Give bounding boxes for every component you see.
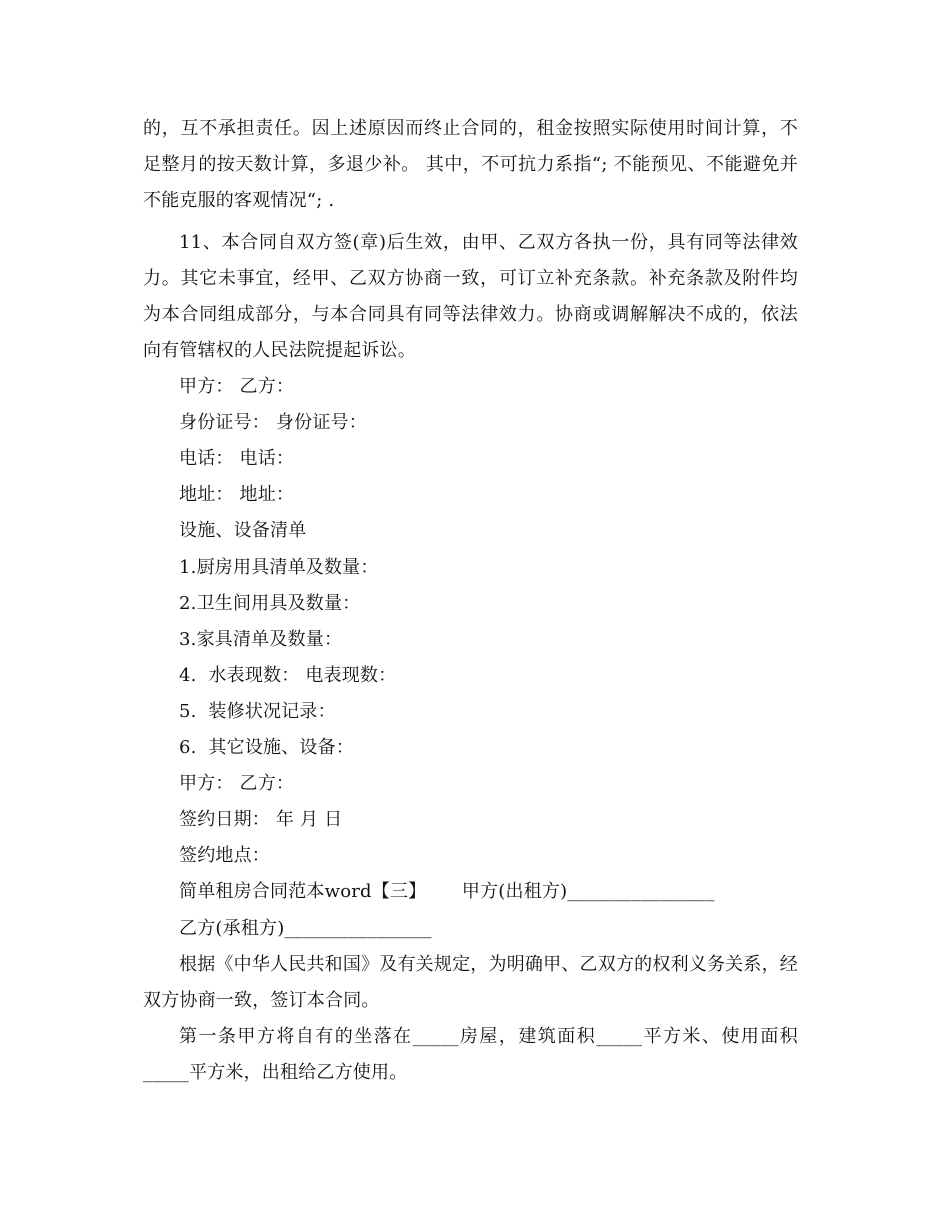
template-three-title-line: 简单租房合同范本word【三】 甲方(出租方)________________ xyxy=(179,881,715,902)
party-signature-line: 甲方： 乙方： xyxy=(179,376,295,397)
list-item-furniture: 3.家具清单及数量： xyxy=(179,629,343,650)
paragraph-force-majeure: 的，互不承担责任。因上述原因而终止合同的，租金按照实际使用时间计算，不足整月的按天数计算，多退少补。 其中，不可抗力系指“; 不能预见、不能避免并不能克服的客观情况“; . xyxy=(143,118,798,211)
signing-place-line: 签约地点： xyxy=(179,845,270,866)
paragraph-clause-11: 11、本合同自双方签(章)后生效，由甲、乙双方各执一份，具有同等法律效力。其它未事宜，经甲、乙双方协商一致，可订立补充条款。补充条款及附件均为本合同组成部分，与本合同具有同等法律效力。协商或调解解决不成的，依法向有管辖权的人民法院提起诉讼。 xyxy=(143,232,798,361)
paragraph-preamble: 根据《中华人民共和国》及有关规定，为明确甲、乙双方的权利义务关系，经双方协商一致，签订本合同。 xyxy=(143,954,798,1011)
phone-line: 电话： 电话： xyxy=(179,448,295,469)
signing-date-line: 签约日期： 年 月 日 xyxy=(179,809,343,830)
paragraph-article-1: 第一条甲方将自有的坐落在_____房屋，建筑面积_____平方米、使用面积_____平方米，出租给乙方使用。 xyxy=(143,1026,798,1083)
lessee-line: 乙方(承租方)________________ xyxy=(179,918,432,939)
party-signature-line-2: 甲方： 乙方： xyxy=(179,773,295,794)
equipment-list-heading: 设施、设备清单 xyxy=(179,520,307,541)
address-line: 地址： 地址： xyxy=(179,484,295,505)
list-item-decoration: 5. 装修状况记录： xyxy=(179,701,336,722)
list-item-bathroom: 2.卫生间用具及数量： xyxy=(179,593,361,614)
id-number-line: 身份证号： 身份证号： xyxy=(179,412,367,433)
list-item-other: 6. 其它设施、设备： xyxy=(179,737,355,758)
list-item-meters: 4. 水表现数： 电表现数： xyxy=(179,665,397,686)
list-item-kitchen: 1.厨房用具清单及数量： xyxy=(179,557,379,578)
